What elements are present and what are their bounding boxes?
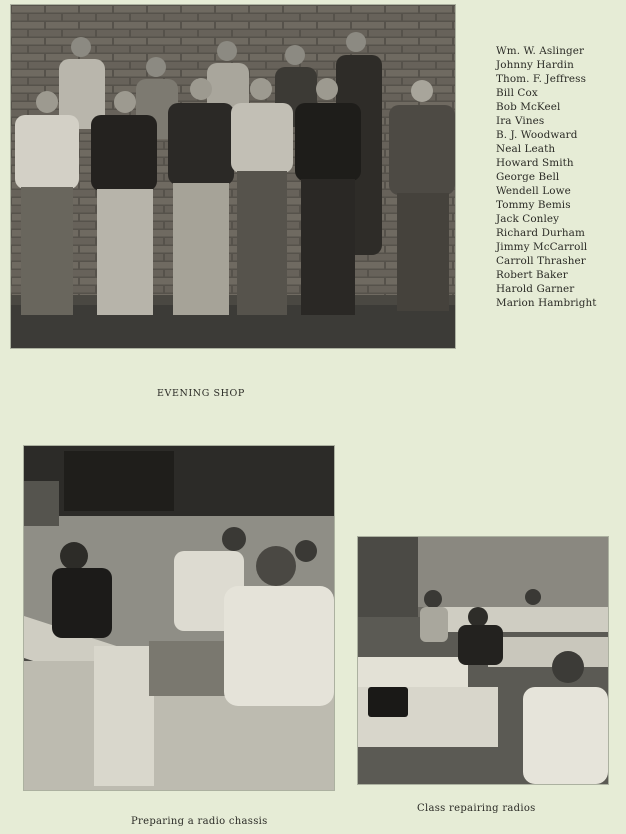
group-photo-image	[11, 5, 455, 348]
student-name: Jack Conley	[496, 213, 560, 225]
chassis-caption: Preparing a radio chassis	[131, 816, 268, 827]
student-name: Neal Leath	[496, 143, 556, 155]
student-name: Bob McKeel	[496, 101, 561, 113]
group-photo	[11, 5, 455, 348]
chassis-photo-image	[24, 446, 334, 790]
class-repairing-caption: Class repairing radios	[417, 803, 536, 814]
student-name: George Bell	[496, 171, 560, 183]
student-name: Richard Durham	[496, 227, 585, 239]
student-name: Johnny Hardin	[496, 59, 574, 71]
chassis-photo	[24, 446, 334, 790]
student-name: Bill Cox	[496, 87, 538, 99]
student-name: Harold Garner	[496, 283, 575, 295]
student-name: Carroll Thrasher	[496, 255, 586, 267]
student-name: Wendell Lowe	[496, 185, 571, 197]
evening-shop-caption: EVENING SHOP	[157, 388, 245, 399]
student-name: Howard Smith	[496, 157, 574, 169]
student-name: Marion Hambright	[496, 297, 597, 309]
student-name: Tommy Bemis	[496, 199, 571, 211]
student-name-list	[496, 44, 621, 310]
student-name: Ira Vines	[496, 115, 545, 127]
radio-class-photo	[358, 537, 608, 784]
student-name: Thom. F. Jeffress	[496, 73, 587, 85]
student-name: Robert Baker	[496, 269, 568, 281]
student-name: Jimmy McCarroll	[496, 241, 588, 253]
student-name: B. J. Woodward	[496, 129, 578, 141]
student-name: Wm. W. Aslinger	[496, 45, 585, 57]
radio-class-photo-image	[358, 537, 608, 784]
